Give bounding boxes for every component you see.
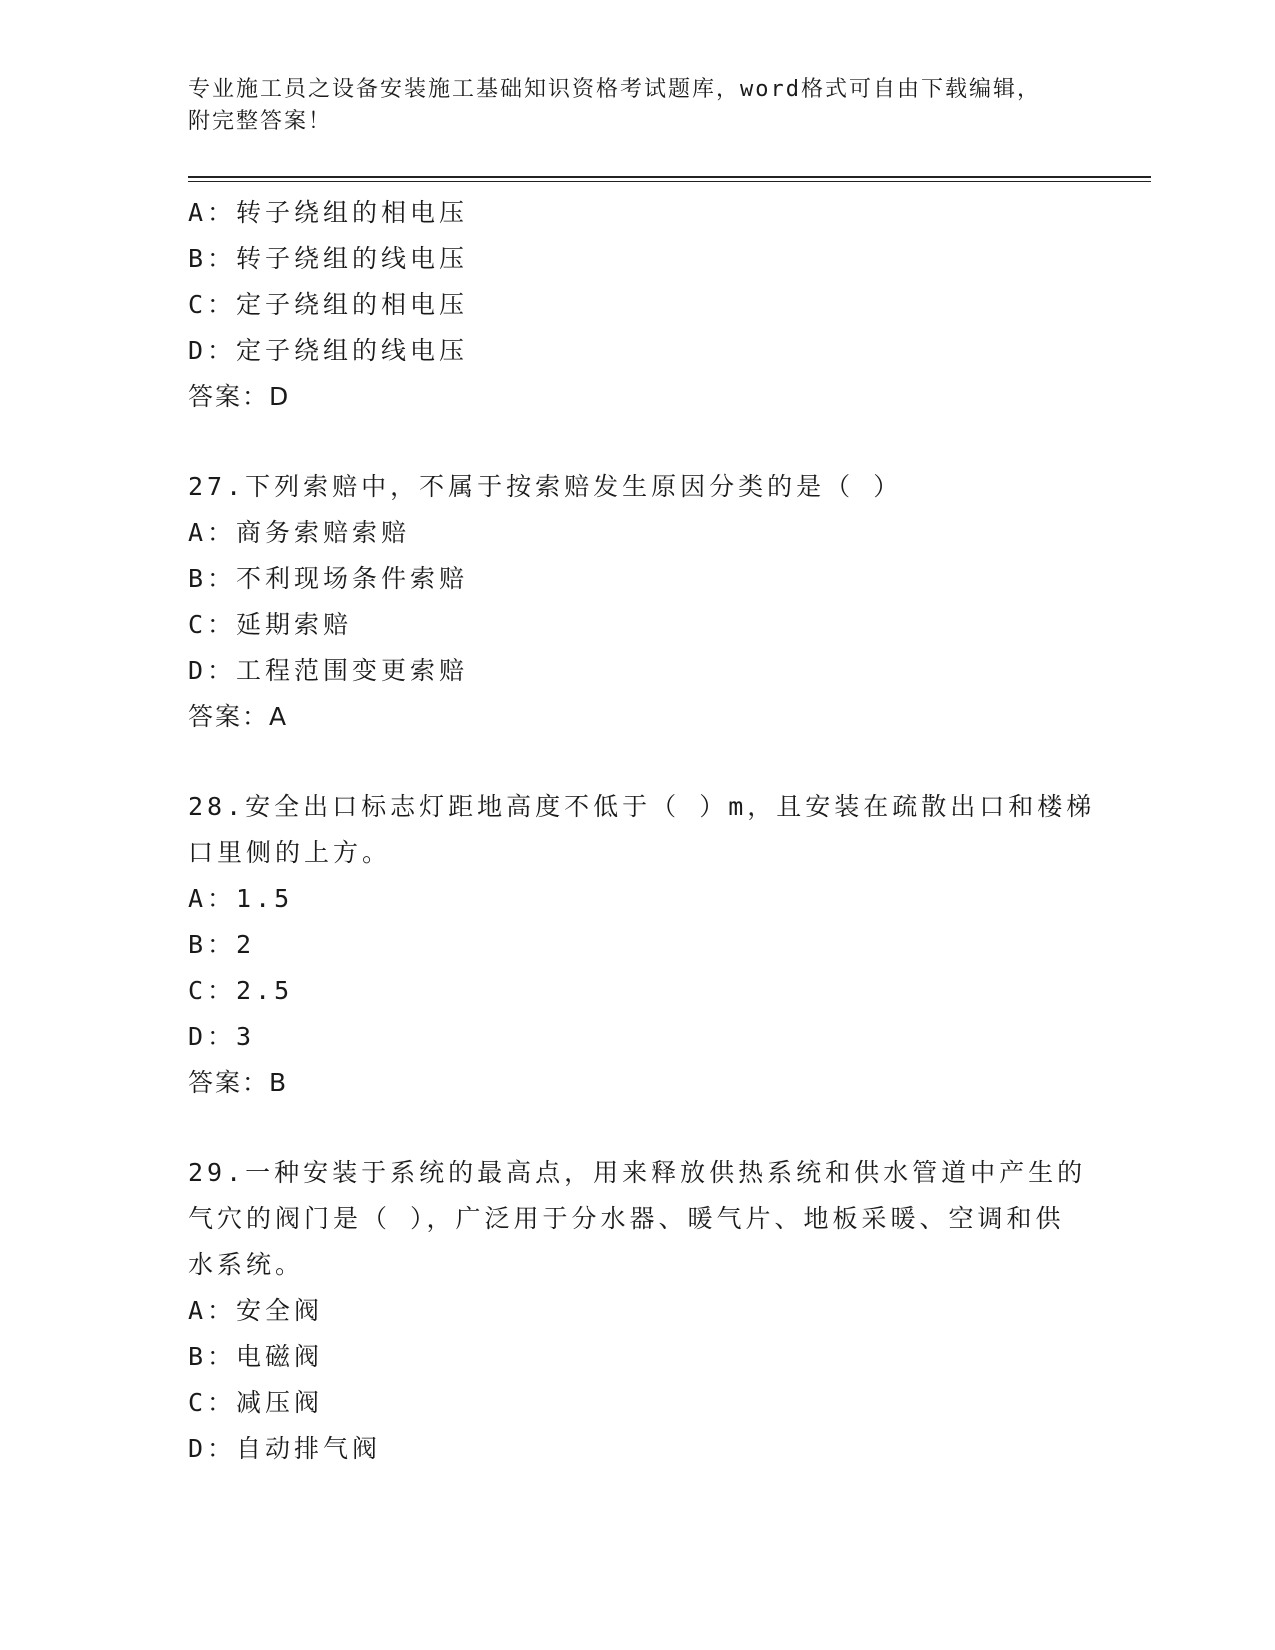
question-stem-line-2: 口里侧的上方。 — [188, 838, 392, 867]
option-d: D：定子绕组的线电压 — [188, 336, 469, 365]
spacer — [188, 1106, 1088, 1150]
option-d: D：自动排气阀 — [188, 1434, 382, 1463]
answer-line: 答案：D — [188, 382, 291, 411]
question-list — [188, 190, 1096, 1472]
spacer — [188, 420, 1088, 464]
option-a: A：安全阀 — [188, 1296, 324, 1325]
answer-line: 答案：B — [188, 1068, 289, 1097]
option-c: C：定子绕组的相电压 — [188, 290, 469, 319]
option-c: C：延期索赔 — [188, 610, 353, 639]
option-a: A：1.5 — [188, 884, 294, 913]
option-a: A：商务索赔索赔 — [188, 518, 411, 547]
header-divider-thin — [188, 181, 1151, 182]
question-stem-line-2: 气穴的阀门是（ ），广泛用于分水器、暖气片、地板采暖、空调和供 — [188, 1204, 1065, 1233]
question-stem-line-1: 28.安全出口标志灯距地高度不低于（ ）m，且安装在疏散出口和楼梯 — [188, 792, 1096, 821]
option-d: D：3 — [188, 1022, 256, 1051]
option-b: B：2 — [188, 930, 256, 959]
question-29 — [188, 1150, 1088, 1472]
question-27 — [188, 464, 1088, 740]
option-c: C：减压阀 — [188, 1388, 324, 1417]
option-b: B：转子绕组的线电压 — [188, 244, 469, 273]
answer-line: 答案：A — [188, 702, 289, 731]
header-line-1: 专业施工员之设备安装施工基础知识资格考试题库，word格式可自由下载编辑， — [188, 77, 1041, 102]
spacer — [188, 740, 1088, 784]
question-stem: 27.下列索赔中，不属于按索赔发生原因分类的是（ ） — [188, 472, 903, 501]
header-divider — [188, 176, 1151, 178]
page-header — [188, 74, 1088, 138]
option-d: D：工程范围变更索赔 — [188, 656, 469, 685]
question-26 — [188, 190, 1088, 420]
option-b: B：不利现场条件索赔 — [188, 564, 469, 593]
option-b: B：电磁阀 — [188, 1342, 324, 1371]
question-28 — [188, 784, 1096, 1106]
option-c: C：2.5 — [188, 976, 294, 1005]
header-line-2: 附完整答案！ — [188, 109, 333, 134]
option-a: A：转子绕组的相电压 — [188, 198, 469, 227]
question-stem-line-1: 29.一种安装于系统的最高点，用来释放供热系统和供水管道中产生的 — [188, 1158, 1087, 1187]
question-stem-line-3: 水系统。 — [188, 1250, 305, 1279]
